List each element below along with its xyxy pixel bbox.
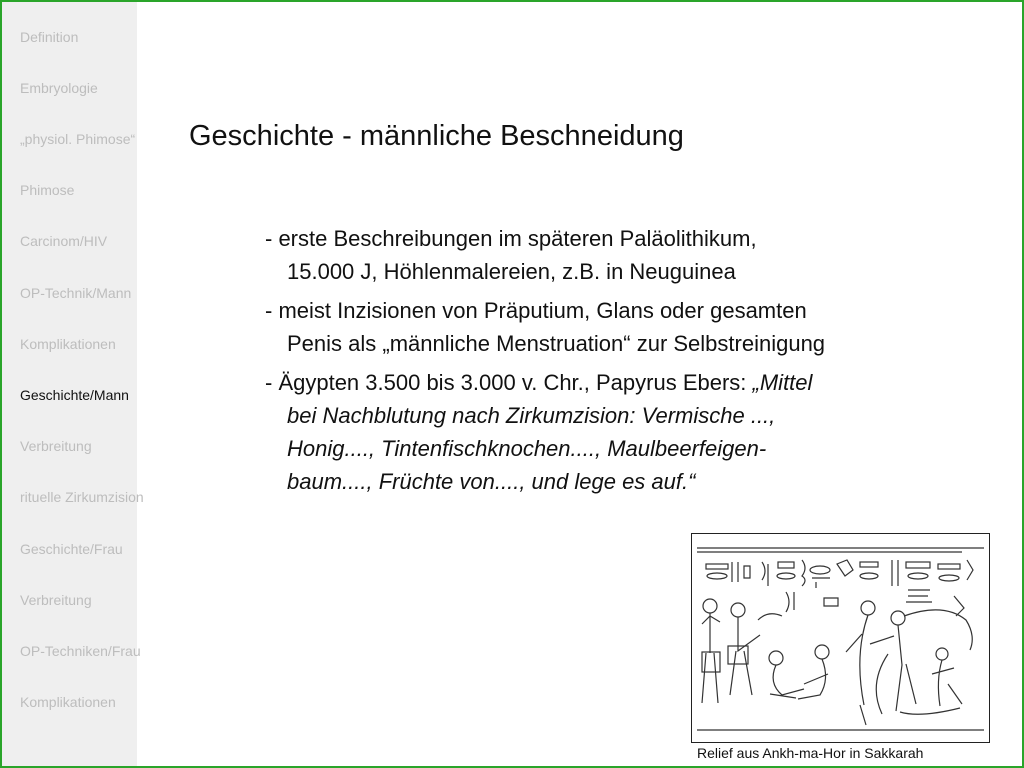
bullet-line: - meist Inzisionen von Präputium, Glans oder gesamten	[265, 298, 807, 323]
bullet-line: - erste Beschreibungen im späteren Paläolithikum,	[265, 226, 757, 251]
sidebar-item-komplikationen-2[interactable]: Komplikationen	[20, 694, 116, 710]
sidebar-item-definition[interactable]: Definition	[20, 29, 79, 45]
bullet-line	[265, 366, 1005, 399]
relief-drawing	[692, 534, 989, 742]
sidebar-item-carcinom-hiv[interactable]: Carcinom/HIV	[20, 233, 108, 249]
bullet-line: 15.000 J, Höhlenmalereien, z.B. in Neuguinea	[287, 259, 736, 284]
sidebar-item-embryologie[interactable]: Embryologie	[20, 80, 98, 96]
sidebar-item-geschichte-mann[interactable]: Geschichte/Mann	[20, 387, 129, 403]
relief-image	[691, 533, 990, 743]
quote-line: baum...., Früchte von...., und lege es auf.“	[287, 469, 696, 494]
bullet-line: Penis als „männliche Menstruation“ zur Selbstreinigung	[287, 331, 826, 356]
quote-text: „Mittel	[752, 370, 813, 395]
sidebar-item-verbreitung-2[interactable]: Verbreitung	[20, 592, 92, 608]
image-caption: Relief aus Ankh-ma-Hor in Sakkarah	[697, 745, 924, 761]
quote-line: Honig...., Tintenfischknochen...., Maulbeerfeigen-	[287, 436, 767, 461]
sidebar-item-op-techniken-frau[interactable]: OP-Techniken/Frau	[20, 643, 141, 659]
bullet-list	[265, 222, 1005, 504]
bullet-item	[265, 294, 1005, 360]
sidebar-item-physiol-phimose[interactable]: „physiol. Phimose“	[20, 131, 136, 147]
sidebar-item-rituelle-zirkumzision[interactable]: rituelle Zirkumzision	[20, 489, 144, 505]
bullet-text: - Ägypten 3.500 bis 3.000 v. Chr., Papyrus Ebers:	[265, 370, 753, 395]
sidebar-item-komplikationen[interactable]: Komplikationen	[20, 336, 116, 352]
bullet-item	[265, 222, 1005, 288]
sidebar-item-geschichte-frau[interactable]: Geschichte/Frau	[20, 541, 123, 557]
slide-title: Geschichte - männliche Beschneidung	[189, 120, 684, 152]
sidebar-item-verbreitung[interactable]: Verbreitung	[20, 438, 92, 454]
sidebar-item-phimose[interactable]: Phimose	[20, 182, 75, 198]
bullet-item	[265, 366, 1005, 498]
quote-line: bei Nachblutung nach Zirkumzision: Vermische ...,	[287, 403, 776, 428]
sidebar-nav	[2, 2, 144, 766]
sidebar-item-op-technik-mann[interactable]: OP-Technik/Mann	[20, 285, 132, 301]
